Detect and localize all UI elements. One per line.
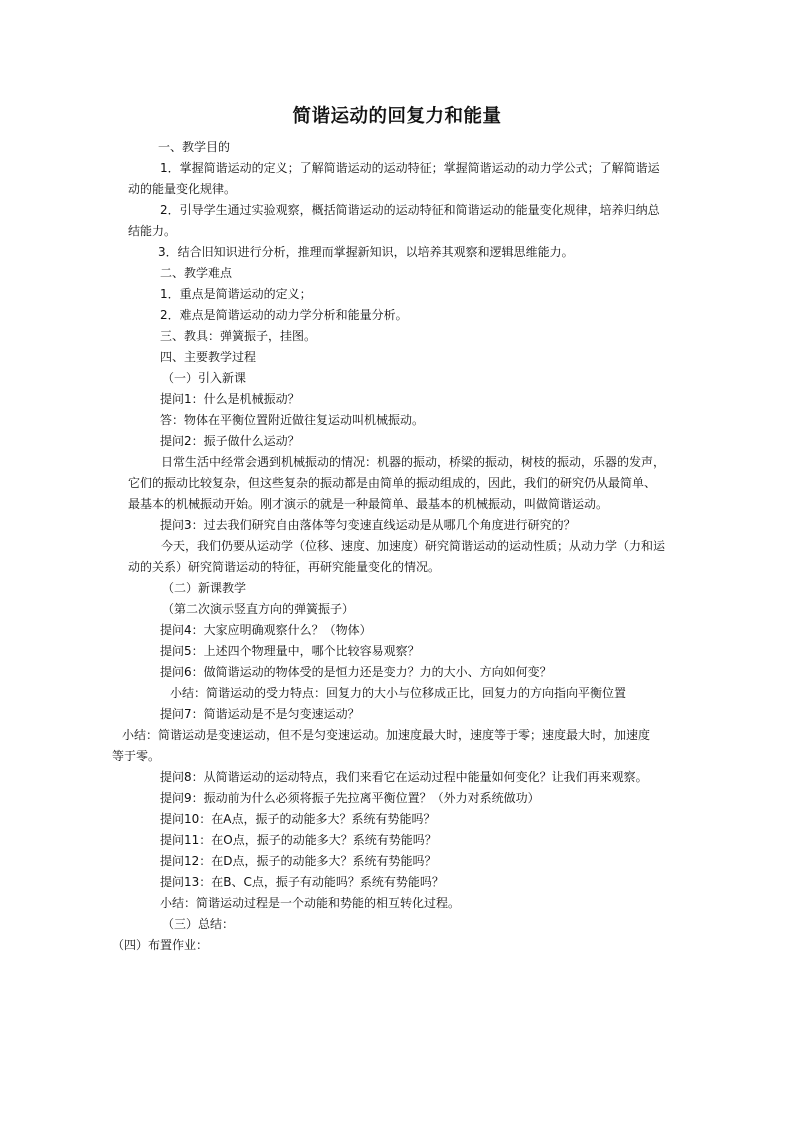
question-12: 提问12：在D点，振子的动能多大？系统有势能吗？	[160, 854, 437, 868]
part-heading-intro: （一）引入新课	[162, 371, 247, 385]
goal-item-1: 1．掌握简谐运动的定义；了解简谐运动的运动特征；掌握简谐运动的动力学公式；了解简谐运动的能量变化规律。	[128, 161, 660, 196]
part-heading-summary: （三）总结：	[162, 917, 235, 931]
question-6: 提问6：做简谐运动的物体受的是恒力还是变力？力的大小、方向如何变？	[160, 665, 552, 679]
question-11: 提问11：在O点，振子的动能多大？系统有势能吗？	[160, 833, 437, 847]
goal-item-3: 3．结合旧知识进行分析，推理而掌握新知识，以培养其观察和逻辑思维能力。	[158, 245, 574, 259]
document-title: 简谐运动的回复力和能量	[292, 106, 502, 127]
part-heading-homework: （四）布置作业：	[112, 938, 209, 952]
difficulty-item-1: 1．重点是简谐运动的定义；	[160, 287, 312, 301]
section-heading-process: 四、主要教学过程	[160, 350, 257, 364]
question-8: 提问8：从简谐运动的运动特点，我们来看它在运动过程中能量如何变化？让我们再来观察。	[160, 770, 648, 784]
answer-1: 答：物体在平衡位置附近做往复运动叫机械振动。	[160, 413, 425, 427]
question-2: 提问2：振子做什么运动？	[160, 434, 300, 448]
document-body	[0, 137, 794, 956]
question-4: 提问4：大家应明确观察什么？（物体）	[160, 623, 372, 637]
section-heading-difficulties: 二、教学难点	[160, 266, 233, 280]
goal-item-2: 2．引导学生通过实验观察，概括简谐运动的运动特征和简谐运动的能量变化规律，培养归纳总结能力。	[128, 203, 660, 238]
paragraph-today: 今天，我们仍要从运动学（位移、速度、加速度）研究简谐运动的运动性质；从动力学（力和运动的关系）研究简谐运动的特征，再研究能量变化的情况。	[128, 539, 666, 574]
paragraph-daily-life: 日常生活中经常会遇到机械振动的情况：机器的振动，桥梁的振动，树枝的振动，乐器的发声，它们的振动比较复杂，但这些复杂的振动都是由简单的振动组成的，因此，我们的研究仍从最简单、最基本的机械振动开始。刚才演示的就是一种最简单、最基本的机械振动，叫做简谐运动。	[128, 455, 666, 511]
summary-motion: 小结：简谐运动是变速运动，但不是匀变速运动。加速度最大时，速度等于零；速度最大时，加速度等于零。	[112, 728, 651, 763]
question-3: 提问3：过去我们研究自由落体等匀变速直线运动是从哪几个角度进行研究的？	[160, 518, 576, 532]
summary-force: 小结：简谐运动的受力特点：回复力的大小与位移成正比，回复力的方向指向平衡位置	[170, 686, 627, 700]
question-13: 提问13：在B、C点，振子有动能吗？系统有势能吗？	[160, 875, 444, 889]
question-10: 提问10：在A点，振子的动能多大？系统有势能吗？	[160, 812, 436, 826]
demo-note: （第二次演示竖直方向的弹簧振子）	[162, 602, 355, 616]
section-heading-goals: 一、教学目的	[158, 140, 231, 154]
summary-energy: 小结：简谐运动过程是一个动能和势能的相互转化过程。	[160, 896, 461, 910]
section-heading-tools: 三、教具：弹簧振子，挂图。	[160, 329, 317, 343]
question-1: 提问1：什么是机械振动？	[160, 392, 300, 406]
question-7: 提问7：简谐运动是不是匀变速运动？	[160, 707, 360, 721]
question-9: 提问9：振动前为什么必须将振子先拉离平衡位置？（外力对系统做功）	[160, 791, 540, 805]
difficulty-item-2: 2．难点是简谐运动的动力学分析和能量分析。	[160, 308, 408, 322]
question-5: 提问5：上述四个物理量中，哪个比较容易观察？	[160, 644, 420, 658]
part-heading-new-lesson: （二）新课教学	[162, 581, 247, 595]
